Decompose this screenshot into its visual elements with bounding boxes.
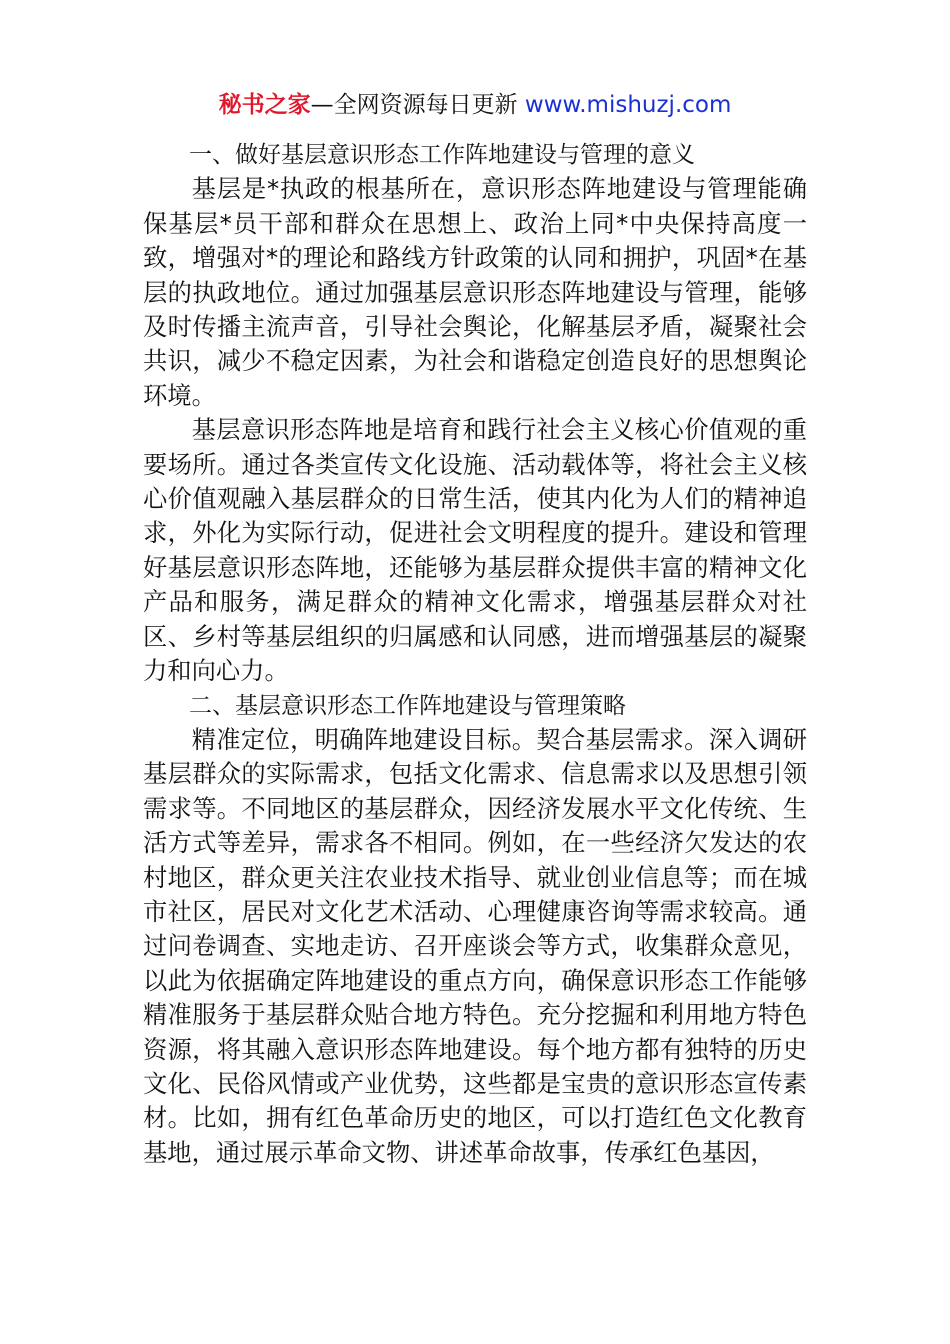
paragraph: 基层意识形态阵地是培育和践行社会主义核心价值观的重要场所。通过各类宣传文化设施、活动载体等，将社会主义核心价值观融入基层群众的日常生活，使其内化为人们的精神追求，外化为实际行动，促进社会文明程度的提升。建设和管理好基层意识形态阵地，还能够为基层群众提供丰富的精神文化产品和服务，满足群众的精神文化需求，增强基层群众对社区、乡村等基层组织的归属感和认同感，进而增强基层的凝聚力和向心力。	[143, 415, 807, 686]
section-heading-1: 一、做好基层意识形态工作阵地建设与管理的意义	[189, 142, 695, 168]
document-body	[143, 138, 807, 1170]
paragraph: 基层是*执政的根基所在，意识形态阵地建设与管理能确保基层*员干部和群众在思想上、政治上同*中央保持高度一致，增强对*的理论和路线方针政策的认同和拥护，巩固*在基层的执政地位。通过加强基层意识形态阵地建设与管理，能够及时传播主流声音，引导社会舆论，化解基层矛盾，凝聚社会共识，减少不稳定因素，为社会和谐稳定创造良好的思想舆论环境。	[143, 174, 807, 410]
header-tagline: —全网资源每日更新	[310, 92, 518, 118]
site-header	[0, 90, 950, 120]
section-heading-2: 二、基层意识形态工作阵地建设与管理策略	[189, 692, 626, 719]
paragraph: 精准定位，明确阵地建设目标。契合基层需求。深入调研基层群众的实际需求，包括文化需求、信息需求以及思想引领需求等。不同地区的基层群众，因经济发展水平文化传统、生活方式等差异，需求各不相同。例如，在一些经济欠发达的农村地区，群众更关注农业技术指导、就业创业信息等；而在城市社区，居民对文化艺术活动、心理健康咨询等需求较高。通过问卷调查、实地走访、召开座谈会等方式，收集群众意见，以此为依据确定阵地建设的重点方向，确保意识形态工作能够精准服务于基层群众贴合地方特色。充分挖掘和利用地方特色资源，将其融入意识形态阵地建设。每个地方都有独特的历史文化、民俗风情或产业优势，这些都是宝贵的意识形态宣传素材。比如，拥有红色革命历史的地区，可以打造红色文化教育基地，通过展示革命文物、讲述革命故事，传承红色基因，	[143, 724, 807, 1167]
site-url-link[interactable]: www.mishuzj.com	[524, 92, 732, 118]
brand-name: 秘书之家	[218, 92, 311, 118]
